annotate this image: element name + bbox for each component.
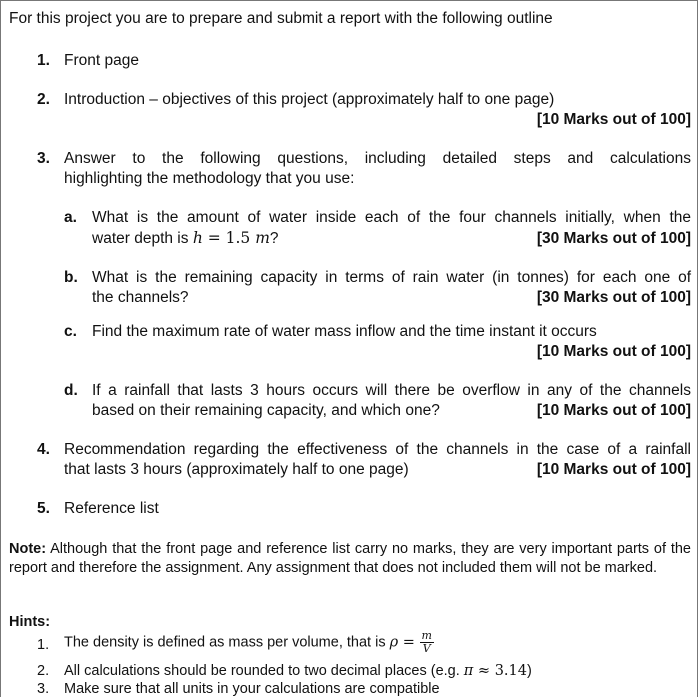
marks-label: [10 Marks out of 100]	[536, 111, 691, 128]
hint-close-paren: )	[526, 663, 532, 679]
hints-title: Hints:	[9, 614, 51, 630]
item-number: 5.	[37, 500, 50, 517]
rho-symbol: ρ	[389, 634, 399, 651]
hint-number: 1.	[37, 637, 50, 653]
depth-unit: m	[255, 229, 270, 247]
note-text: Although that the front page and reference list carry no marks, they are very important parts of the report and therefore the assignment. Any assignment that does not included them will not be marked.	[9, 541, 691, 576]
hint-number: 3.	[37, 681, 50, 697]
subitem-letter: d.	[64, 382, 78, 399]
subitem-text-suffix: ?	[269, 230, 279, 247]
pi-symbol: π	[463, 663, 474, 679]
intro-text: For this project you are to prepare and submit a report with the following outline	[9, 10, 553, 27]
subitem-text-prefix: water depth is	[92, 230, 189, 247]
marks-label: [10 Marks out of 100]	[536, 461, 691, 478]
item-number: 4.	[37, 441, 50, 458]
item-text-line2: that lasts 3 hours (approximately half to one page)	[64, 461, 409, 478]
density-fraction	[420, 630, 434, 655]
subitem-text-line1: What is the remaining capacity in terms of rain water (in tonnes) for each one of	[92, 269, 691, 286]
marks-label: [30 Marks out of 100]	[536, 230, 691, 247]
marks-label: [10 Marks out of 100]	[536, 343, 691, 360]
item-text: Introduction – objectives of this project (approximately half to one page)	[64, 91, 555, 108]
subitem-text-line1: If a rainfall that lasts 3 hours occurs will there be overflow in any of the channels	[92, 382, 691, 399]
item-number: 1.	[37, 52, 50, 69]
hint-text	[64, 630, 434, 655]
depth-equation: = 1.5	[202, 229, 256, 247]
equals-sign: =	[398, 634, 420, 651]
note-label: Note:	[9, 541, 47, 557]
hint-number: 2.	[37, 663, 50, 679]
marks-label: [30 Marks out of 100]	[536, 289, 691, 306]
fraction-denominator: V	[422, 642, 431, 655]
depth-variable: h	[192, 229, 203, 247]
hint-text: Make sure that all units in your calculations are compatible	[64, 681, 440, 697]
note-paragraph	[9, 540, 691, 577]
subitem-letter: b.	[64, 269, 78, 286]
item-text: Front page	[64, 52, 139, 69]
subitem-text-line2: based on their remaining capacity, and which one?	[92, 402, 440, 419]
hint-text	[64, 662, 532, 680]
hint-text-body: The density is defined as mass per volume, that is	[64, 634, 390, 651]
subitem-text-line2	[92, 229, 279, 249]
fraction-numerator: m	[421, 629, 432, 642]
item-text-line1: Recommendation regarding the effectiveness of the channels in the case of a rainfall	[64, 441, 691, 458]
subitem-text-line1: What is the amount of water inside each of the four channels initially, when the	[92, 209, 691, 226]
marks-label: [10 Marks out of 100]	[536, 402, 691, 419]
pi-approx: ≈ 3.14	[473, 663, 527, 679]
subitem-text-line2: the channels?	[92, 289, 189, 306]
item-text-line2: highlighting the methodology that you use:	[64, 170, 355, 187]
item-text: Reference list	[64, 500, 159, 517]
item-number: 3.	[37, 150, 50, 167]
item-number: 2.	[37, 91, 50, 108]
item-text-line1: Answer to the following questions, including detailed steps and calculations	[64, 150, 691, 167]
hint-text-body: All calculations should be rounded to two decimal places (e.g.	[64, 663, 464, 679]
subitem-text-line1: Find the maximum rate of water mass inflow and the time instant it occurs	[92, 323, 597, 340]
subitem-letter: c.	[64, 323, 77, 340]
subitem-letter: a.	[64, 209, 77, 226]
